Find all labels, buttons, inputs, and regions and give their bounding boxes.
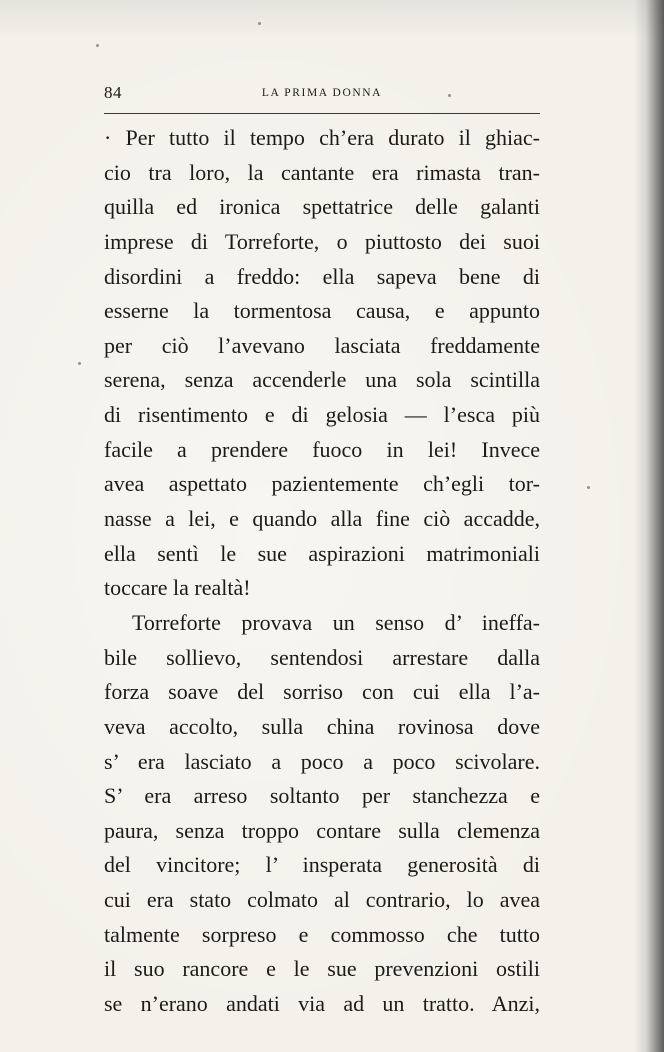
text-line: quilla ed ironica spettatrice delle galanti (104, 194, 540, 220)
text-line: · Per tutto il tempo ch’era durato il ghiac- (104, 125, 540, 150)
text-line: serena, senza accenderle una sola scintilla (104, 367, 540, 393)
text-line: del vincitore; l’ insperata generosità di (104, 852, 540, 878)
text-line: Torreforte provava un senso d’ ineffa- (132, 609, 540, 635)
header-rule (104, 113, 540, 114)
text-line: paura, senza troppo contare sulla clemenza (104, 817, 540, 843)
body-text (104, 121, 540, 1022)
page-header (104, 83, 540, 105)
text-line: di risentimento e di gelosia — l’esca più (104, 402, 540, 428)
running-title: LA PRIMA DONNA (261, 87, 383, 99)
speck (96, 44, 99, 47)
text-line: per ciò l’avevano lasciata freddamente (104, 332, 540, 358)
text-line: nasse a lei, e quando alla fine ciò accadde, (104, 506, 540, 532)
text-line: avea aspettato pazientemente ch’egli tor- (104, 471, 540, 497)
text-line: s’ era lasciato a poco a poco scivolare. (104, 748, 540, 774)
text-line: disordini a freddo: ella sapeva bene di (104, 263, 540, 289)
page-number: 84 (104, 83, 122, 102)
speck (587, 486, 590, 489)
text-line: cio tra loro, la cantante era rimasta tran- (104, 159, 540, 185)
text-line: se n’erano andati via ad un tratto. Anzi, (104, 991, 540, 1017)
text-line: imprese di Torreforte, o piuttosto dei suoi (104, 228, 540, 254)
page-top-shading (0, 0, 664, 40)
text-line: esserne la tormentosa causa, e appunto (104, 298, 540, 324)
speck (258, 22, 261, 25)
page-edge-shadow (634, 0, 664, 1052)
text-line: il suo rancore e le sue prevenzioni ostili (104, 956, 540, 982)
text-line: facile a prendere fuoco in lei! Invece (104, 436, 540, 462)
speck (78, 362, 81, 365)
text-line: ella sentì le sue aspirazioni matrimoniali (104, 540, 540, 566)
text-line: toccare la realtà! (104, 575, 251, 601)
text-line: forza soave del sorriso con cui ella l’a- (104, 679, 540, 705)
text-line: talmente sorpreso e commosso che tutto (104, 921, 540, 947)
text-line: veva accolto, sulla china rovinosa dove (104, 713, 540, 739)
text-line: cui era stato colmato al contrario, lo avea (104, 887, 540, 913)
text-line: S’ era arreso soltanto per stanchezza e (104, 783, 540, 809)
text-line: bile sollievo, sentendosi arrestare dalla (104, 644, 540, 670)
